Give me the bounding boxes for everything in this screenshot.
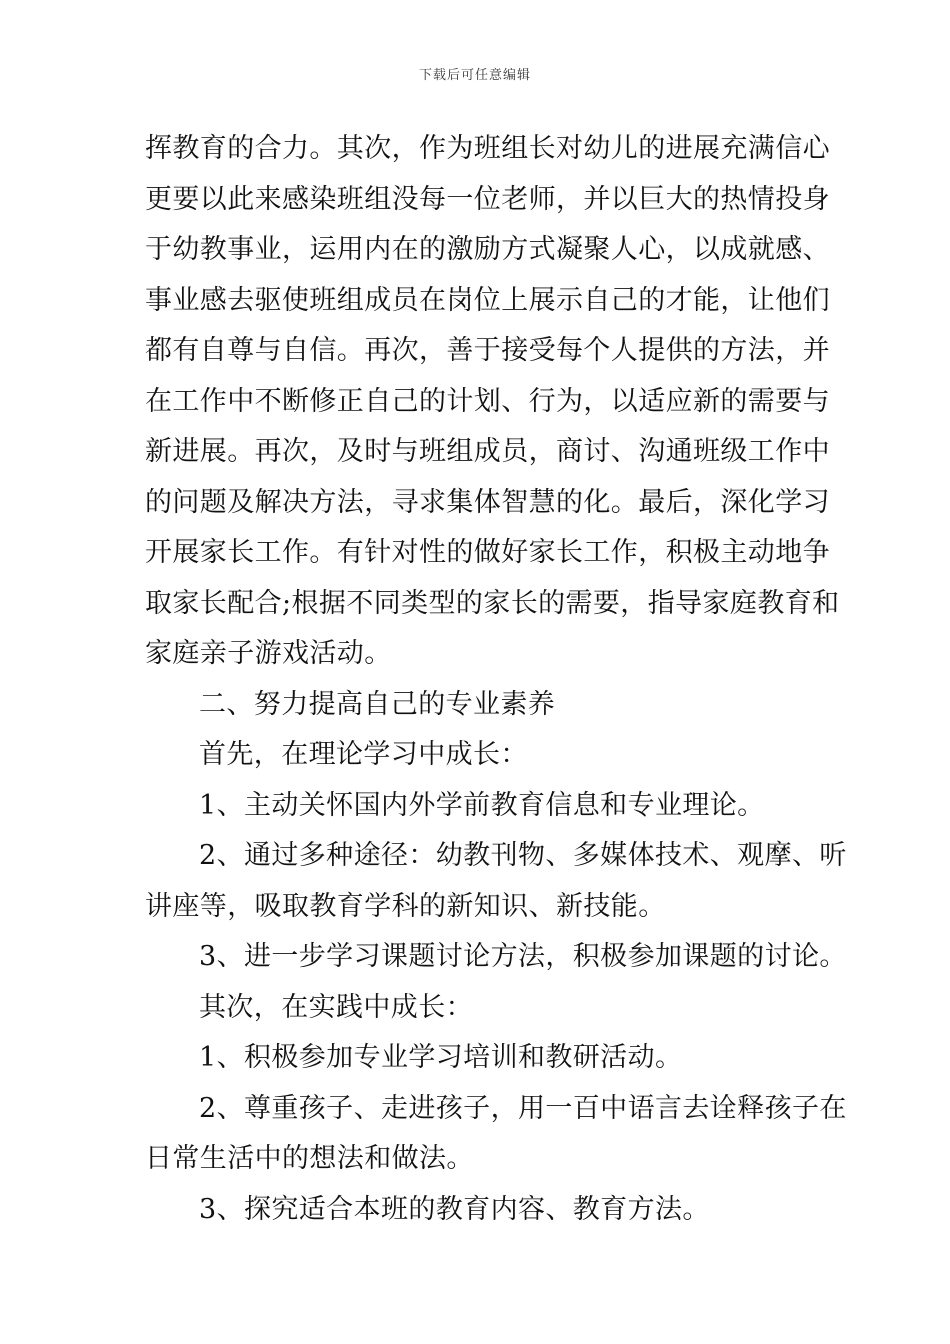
list-item: 1、主动关怀国内外学前教育信息和专业理论。 (199, 789, 765, 821)
section-heading: 二、努力提高自己的专业素养 (199, 688, 556, 720)
list-item: 3、探究适合本班的教育内容、教育方法。 (199, 1193, 710, 1225)
text-line: 在工作中不断修正自己的计划、行为，以适应新的需要与 (145, 385, 830, 417)
text-line: 取家长配合;根据不同类型的家长的需要，指导家庭教育和 (145, 587, 840, 619)
text-line: 事业感去驱使班组成员在岗位上展示自己的才能，让他们 (145, 284, 830, 316)
subsection-heading: 其次，在实践中成长： (199, 991, 473, 1023)
list-item-continuation: 日常生活中的想法和做法。 (145, 1143, 474, 1174)
text-line: 开展家长工作。有针对性的做好家长工作，积极主动地争 (145, 537, 830, 568)
page-header: 下载后可任意编辑 (418, 68, 531, 83)
text-line: 于幼教事业，运用内在的激励方式凝聚人心，以成就感、 (145, 234, 830, 265)
list-item: 2、通过多种途径：幼教刊物、多媒体技术、观摩、听 (199, 840, 847, 871)
text-line: 挥教育的合力。其次，作为班组长对幼儿的进展充满信心 (145, 133, 830, 164)
document-body (145, 124, 847, 1235)
subsection-heading: 首先，在理论学习中成长： (199, 739, 528, 770)
list-item: 1、积极参加专业学习培训和教研活动。 (199, 1042, 683, 1073)
text-line: 都有自尊与自信。再次，善于接受每个人提供的方法，并 (145, 335, 830, 366)
list-item: 3、进一步学习课题讨论方法，积极参加课题的讨论。 (199, 941, 847, 972)
text-line: 家庭亲子游戏活动。 (145, 638, 392, 669)
list-item: 2、尊重孩子、走进孩子，用一百中语言去诠释孩子在 (199, 1092, 847, 1124)
text-line: 更要以此来感染班组没每一位老师，并以巨大的热情投身 (145, 183, 830, 215)
text-line: 的问题及解决方法，寻求集体智慧的化。最后，深化学习 (145, 486, 830, 518)
list-item-continuation: 讲座等，吸取教育学科的新知识、新技能。 (145, 890, 666, 922)
text-line: 新进展。再次，及时与班组成员，商讨、沟通班级工作中 (145, 436, 830, 467)
